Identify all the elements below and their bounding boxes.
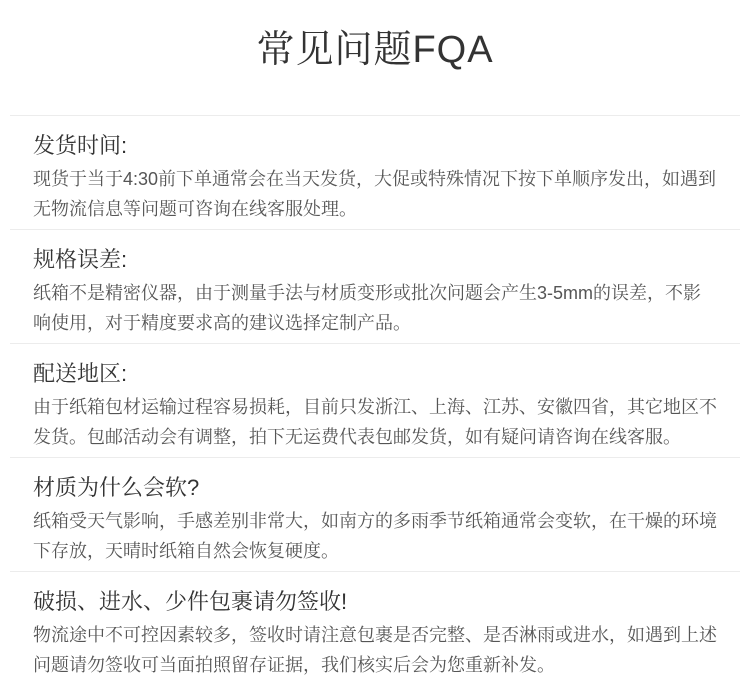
faq-section-body: 纸箱受天气影响，手感差别非常大，如南方的多雨季节纸箱通常会变软，在干燥的环境下存放，天晴时纸箱自然会恢复硬度。 — [33, 511, 717, 561]
faq-section-heading: 规格误差: — [33, 247, 128, 272]
faq-section-heading: 材质为什么会软? — [33, 475, 200, 500]
faq-section-heading: 发货时间: — [33, 133, 128, 158]
faq-section-shipping-time — [10, 115, 740, 229]
faq-section-body: 由于纸箱包材运输过程容易损耗，目前只发浙江、上海、江苏、安徽四省，其它地区不发货。包邮活动会有调整，拍下无运费代表包邮发货，如有疑问请咨询在线客服。 — [33, 397, 717, 447]
faq-section-damaged-package — [10, 571, 740, 685]
faq-section-heading: 破损、进水、少件包裹请勿签收! — [33, 589, 348, 614]
faq-section-spec-tolerance — [10, 229, 740, 343]
faq-section-heading: 配送地区: — [33, 361, 128, 386]
faq-section-delivery-area — [10, 343, 740, 457]
faq-section-body: 现货于当于4:30前下单通常会在当天发货，大促或特殊情况下按下单顺序发出，如遇到无物流信息等问题可咨询在线客服处理。 — [33, 169, 717, 219]
faq-section-body: 纸箱不是精密仪器，由于测量手法与材质变形或批次问题会产生3-5mm的误差，不影响使用，对于精度要求高的建议选择定制产品。 — [33, 283, 702, 333]
faq-section-material-softness — [10, 457, 740, 571]
faq-section-body: 物流途中不可控因素较多，签收时请注意包裹是否完整、是否淋雨或进水，如遇到上述问题请勿签收可当面拍照留存证据，我们核实后会为您重新补发。 — [33, 625, 717, 675]
page-title: 常见问题FQA — [256, 29, 494, 71]
